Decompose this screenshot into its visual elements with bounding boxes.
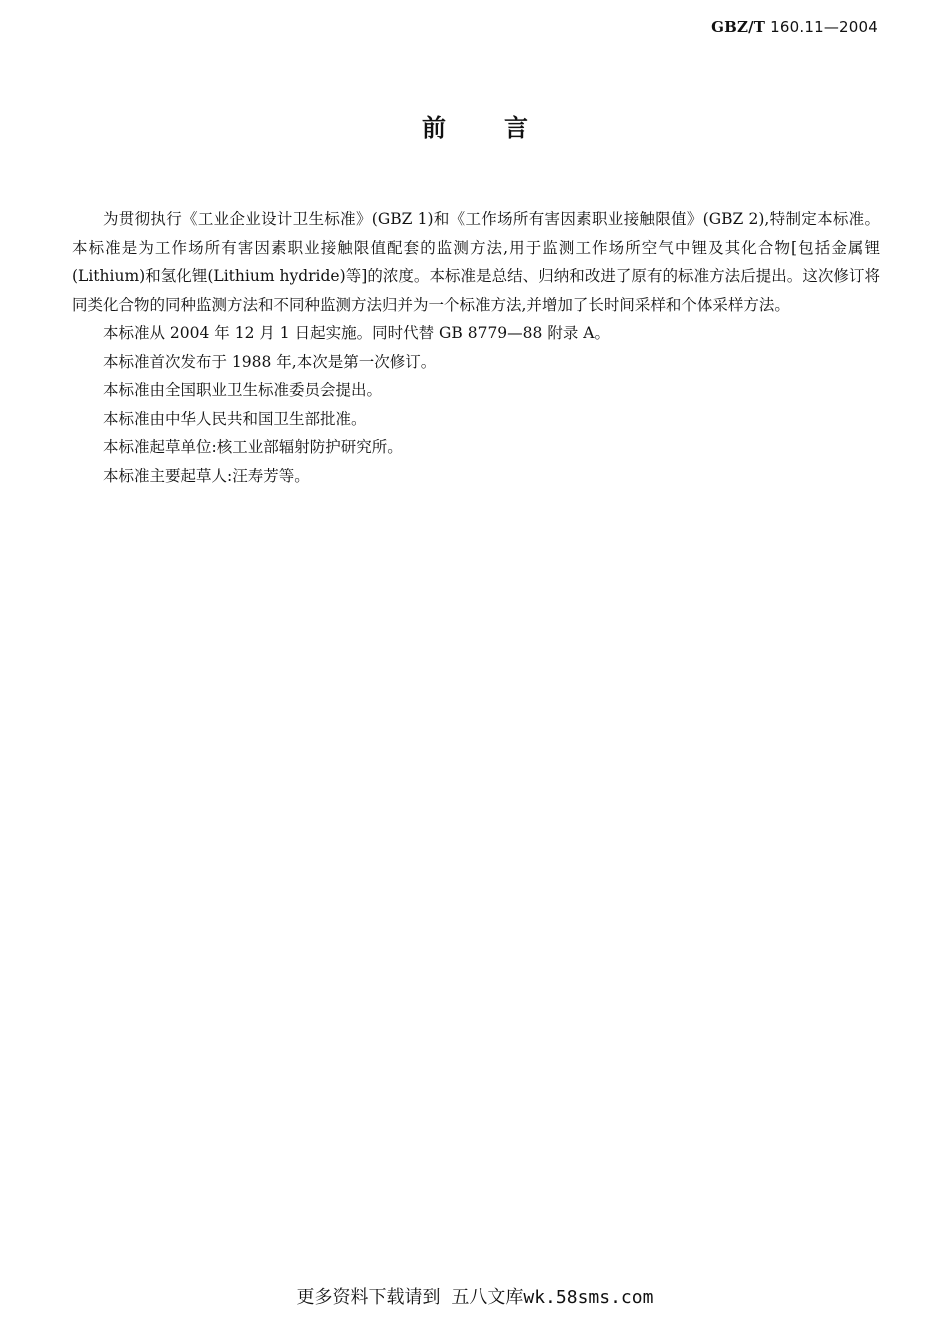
paragraph-first-release: 本标准首次发布于 1988 年,本次是第一次修订。 (103, 352, 437, 371)
standard-code-prefix: GBZ/T (711, 18, 766, 36)
paragraph-intro: 为贯彻执行《工业企业设计卫生标准》(GBZ 1)和《工作场所有害因素职业接触限值》(GBZ 2),特制定本标准。本标准是为工作场所有害因素职业接触限值配套的监测方法,用于监测工作场所空气中锂及其化合物[包括金属锂(Lithium)和氢化锂(Lithium hydride)等]的浓度。本标准是总结、归纳和改进了原有的标准方法后提出。这次修订将同类化合物的同种监测方法和不同种监测方法归并为一个标准方法,并增加了长时间采样和个体采样方法。 (72, 210, 880, 314)
page-title: 前言 (422, 114, 586, 142)
paragraph-drafting-unit: 本标准起草单位:核工业部辐射防护研究所。 (103, 438, 403, 456)
standard-code-number: 160.11—2004 (765, 18, 878, 36)
paragraph-effective-date: 本标准从 2004 年 12 月 1 日起实施。同时代替 GB 8779—88 附录 A。 (103, 324, 610, 342)
standard-code (711, 18, 878, 36)
paragraph-proposer: 本标准由全国职业卫生标准委员会提出。 (103, 381, 383, 399)
paragraph-drafters: 本标准主要起草人:汪寿芳等。 (103, 466, 310, 485)
footer-watermark: 更多资料下载请到 五八文库wk.58sms.com (296, 1287, 654, 1308)
foreword-body (72, 205, 880, 490)
paragraph-approver: 本标准由中华人民共和国卫生部批准。 (103, 409, 367, 428)
